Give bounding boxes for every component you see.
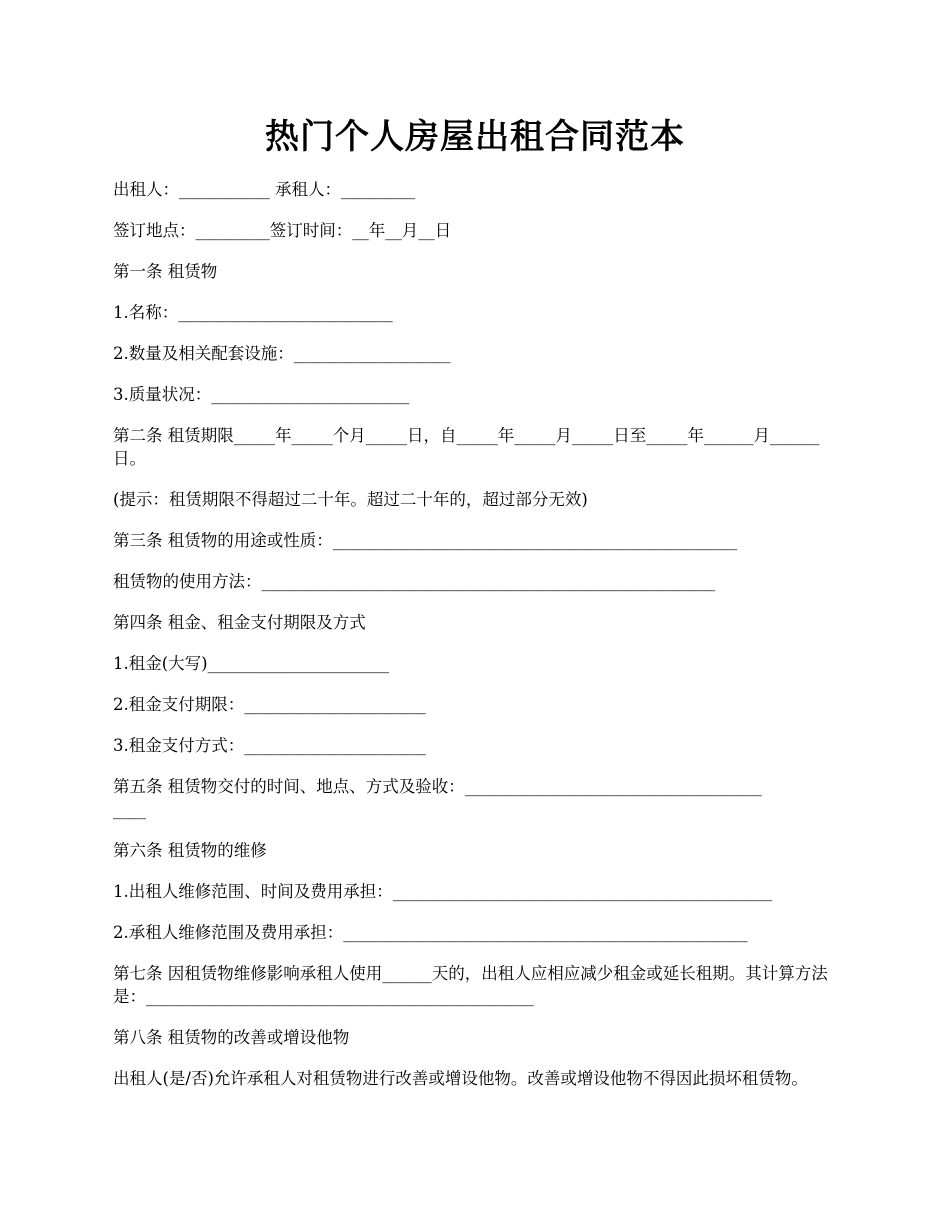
paragraph-term-note: (提示：租赁期限不得超过二十年。超过二十年的，超过部分无效) (113, 490, 588, 509)
paragraph-rent-method: 3.租金支付方式：______________________ (113, 736, 426, 755)
paragraph-article-3-use: 第三条 租赁物的用途或性质：_________________________________________________ (113, 531, 737, 550)
paragraph-item-name: 1.名称：__________________________ (113, 303, 393, 322)
paragraph-rent-period: 2.租金支付期限：______________________ (113, 695, 426, 714)
paragraph-rent-amount: 1.租金(大写)______________________ (113, 654, 390, 673)
paragraph-item-quantity: 2.数量及相关配套设施：___________________ (113, 344, 451, 363)
document-body (113, 178, 837, 1108)
document-title: 热门个人房屋出租合同范本 (265, 117, 685, 157)
paragraph-article-4-heading: 第四条 租金、租金支付期限及方式 (113, 613, 366, 632)
paragraph-article-2-term: 第二条 租赁期限_____年_____个月_____日，自_____年_____月_____日至_____年______月______日。 (113, 426, 820, 468)
paragraph-article-6-heading: 第六条 租赁物的维修 (113, 841, 267, 860)
paragraph-improvement-permission: 出租人(是/否)允许承租人对租赁物进行改善或增设他物。改善或增设他物不得因此损坏租赁物。 (113, 1069, 808, 1088)
paragraph-lessor-repair: 1.出租人维修范围、时间及费用承担：______________________________________________ (113, 882, 773, 901)
paragraph-parties: 出租人：___________ 承租人：_________ (113, 180, 416, 199)
paragraph-article-8-heading: 第八条 租赁物的改善或增设他物 (113, 1028, 350, 1047)
paragraph-article-5-delivery: 第五条 租赁物交付的时间、地点、方式及验收：____________________________________ ____ (113, 777, 762, 819)
paragraph-usage-method: 租赁物的使用方法：_______________________________________________________ (113, 572, 716, 591)
paragraph-lessee-repair: 2.承租人维修范围及费用承担：_________________________________________________ (113, 923, 748, 942)
paragraph-signing-place-time: 签订地点：_________签订时间：__年__月__日 (113, 221, 452, 240)
paragraph-article-1-heading: 第一条 租赁物 (113, 262, 218, 281)
paragraph-article-7-repair-impact: 第七条 因租赁物维修影响承租人使用______天的，出租人应相应减少租金或延长租期。其计算方法是：_______________________________________________ (113, 964, 828, 1006)
paragraph-item-quality: 3.质量状况：________________________ (113, 385, 410, 404)
